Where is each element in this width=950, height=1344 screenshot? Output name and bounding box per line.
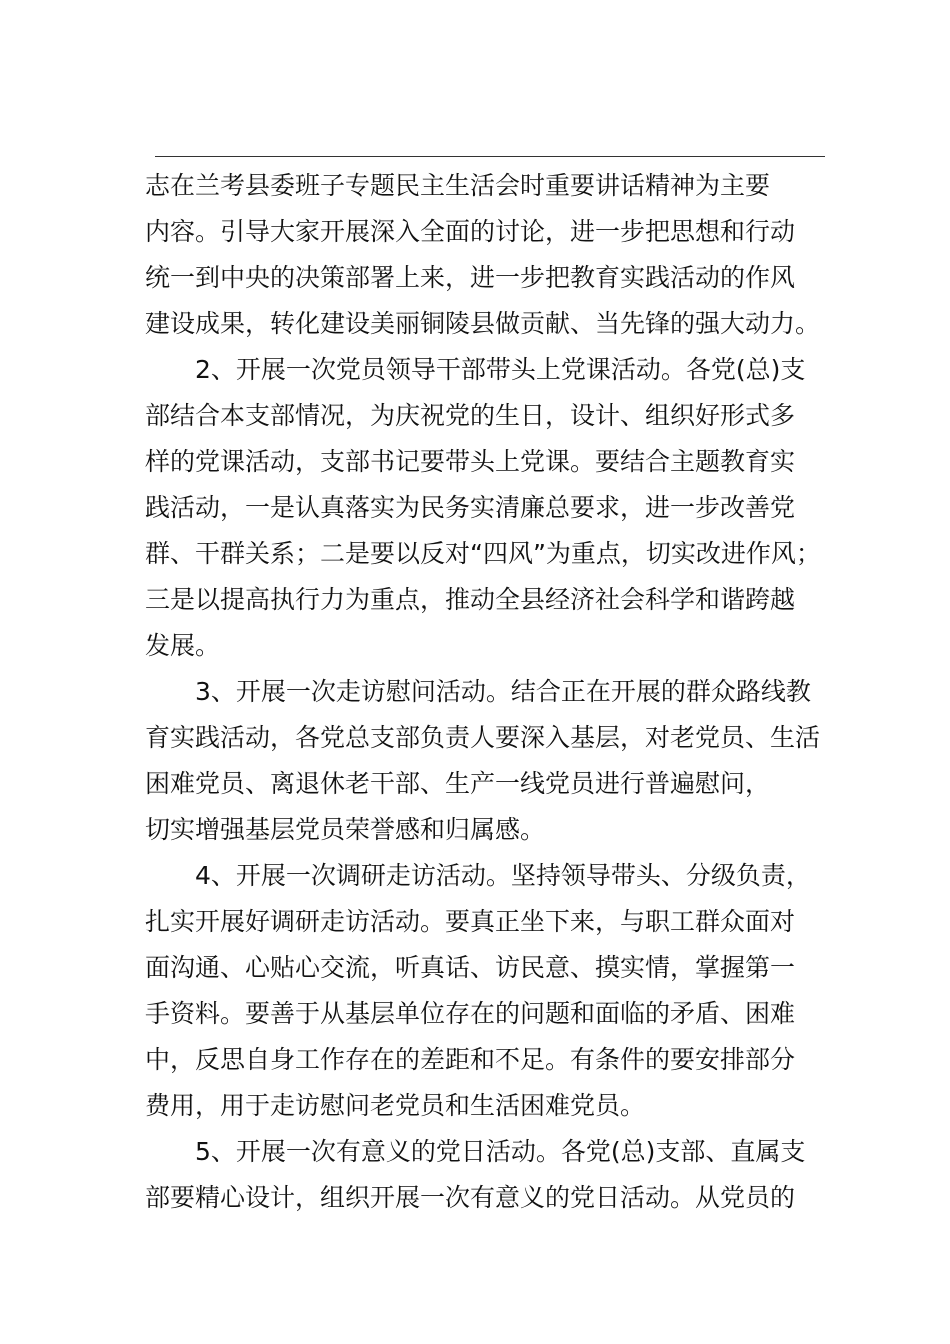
text-line: 中，反思自身工作存在的差距和不足。有条件的要安排部分 (145, 1045, 796, 1074)
text-line: 三是以提高执行力为重点，推动全县经济社会科学和谐跨越 (145, 585, 796, 614)
text-line: 发展。 (145, 631, 221, 660)
paragraph-5-start: 5、开展一次有意义的党日活动。各党(总)支部、直属支 (195, 1137, 806, 1166)
text-line: 扎实开展好调研走访活动。要真正坐下来，与职工群众面对 (145, 907, 796, 936)
paragraph-2-start: 2、开展一次党员领导干部带头上党课活动。各党(总)支 (195, 355, 806, 384)
header-rule (155, 156, 825, 157)
text-line: 面沟通、心贴心交流，听真话、访民意、摸实情，掌握第一 (145, 953, 796, 982)
text-line: 群、干群关系；二是要以反对“四风”为重点，切实改进作风； (145, 539, 821, 568)
paragraph-3-start: 3、开展一次走访慰问活动。结合正在开展的群众路线教 (195, 677, 811, 706)
text-line: 部结合本支部情况，为庆祝党的生日，设计、组织好形式多 (145, 401, 796, 430)
text-line: 部要精心设计，组织开展一次有意义的党日活动。从党员的 (145, 1183, 796, 1212)
text-line: 手资料。要善于从基层单位存在的问题和面临的矛盾、困难 (145, 999, 796, 1028)
text-line: 建设成果，转化建设美丽铜陵县做贡献、当先锋的强大动力。 (145, 309, 821, 338)
text-line: 统一到中央的决策部署上来，进一步把教育实践活动的作风 (145, 263, 796, 292)
document-body (145, 163, 827, 1221)
text-line: 育实践活动，各党总支部负责人要深入基层，对老党员、生活 (145, 723, 821, 752)
text-line: 践活动，一是认真落实为民务实清廉总要求，进一步改善党 (145, 493, 796, 522)
text-line: 内容。引导大家开展深入全面的讨论，进一步把思想和行动 (145, 217, 796, 246)
text-line: 切实增强基层党员荣誉感和归属感。 (145, 815, 546, 844)
text-line: 志在兰考县委班子专题民主生活会时重要讲话精神为主要 (145, 171, 771, 200)
text-line: 样的党课活动，支部书记要带头上党课。要结合主题教育实 (145, 447, 796, 476)
text-line: 费用，用于走访慰问老党员和生活困难党员。 (145, 1091, 646, 1120)
paragraph-4-start: 4、开展一次调研走访活动。坚持领导带头、分级负责， (195, 861, 811, 890)
text-line: 困难党员、离退休老干部、生产一线党员进行普遍慰问， (145, 769, 771, 798)
